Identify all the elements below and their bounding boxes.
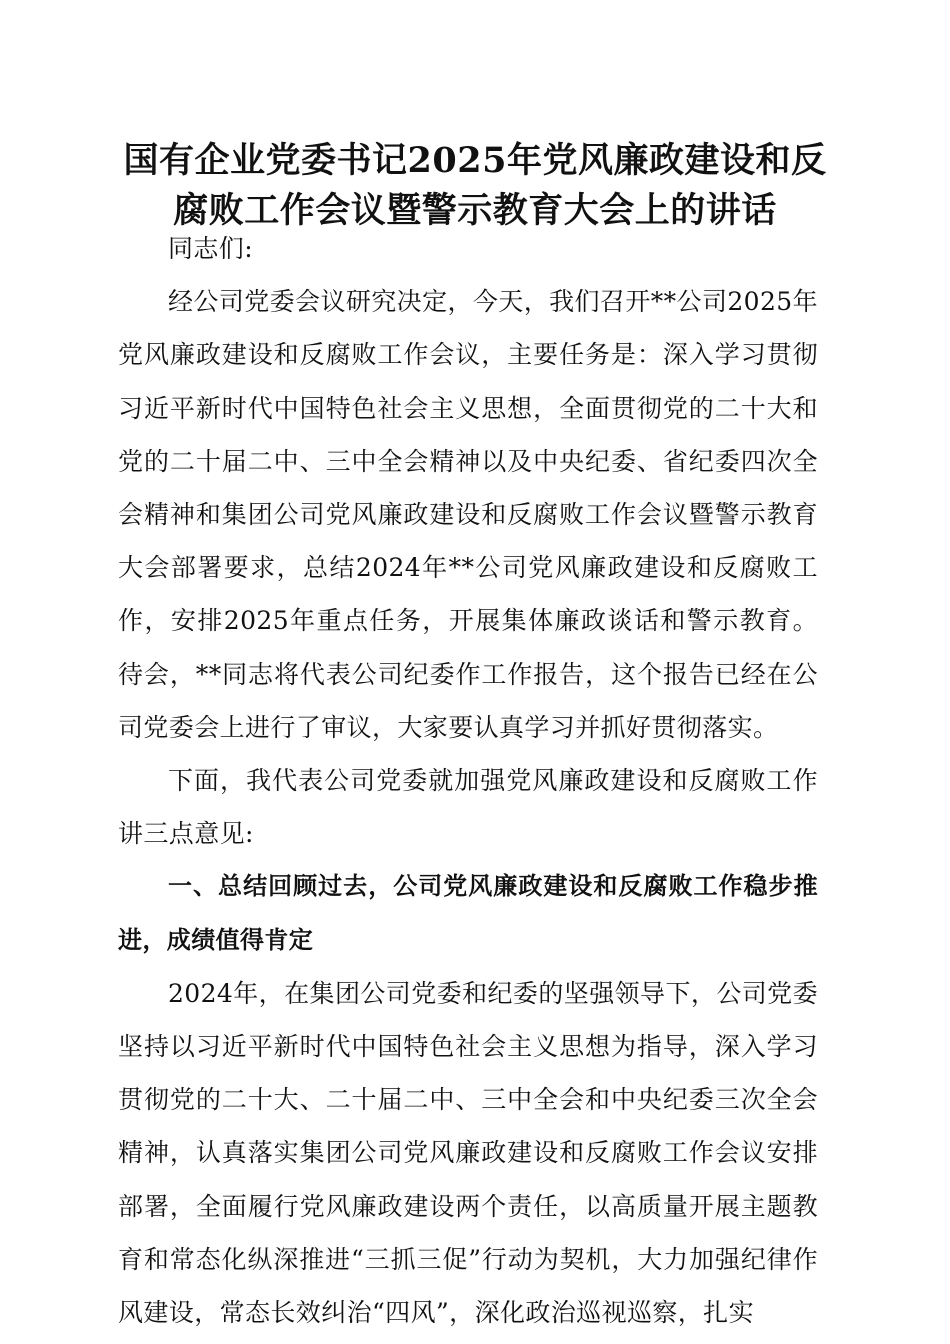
document-title: 国有企业党委书记2025年党风廉政建设和反腐败工作会议暨警示教育大会上的讲话 [123, 140, 827, 231]
section-heading-1: 一、总结回顾过去，公司党风廉政建设和反腐败工作稳步推进，成绩值得肯定 [118, 872, 818, 954]
paragraph-opinions: 下面，我代表公司党委就加强党风廉政建设和反腐败工作讲三点意见: [118, 766, 818, 849]
salutation: 同志们: [168, 234, 254, 263]
paragraph-review: 2024年，在集团公司党委和纪委的坚强领导下，公司党委坚持以习近平新时代中国特色社会主义思想为指导，深入学习贯彻党的二十大、二十届二中、三中全会和中央纪委三次全会精神，认真落实集团公司党风廉政建设和反腐败工作会议安排部署，全面履行党风廉政建设两个责任，以高质量开展主题教育和常态化纵深推进“三抓三促”行动为契机，大力加强纪律作风建设，常态长效纠治“四风”，深化政治巡视巡察，扎实 [118, 978, 818, 1328]
document-body [118, 222, 818, 1339]
paragraph-intro: 经公司党委会议研究决定，今天，我们召开**公司2025年党风廉政建设和反腐败工作会议，主要任务是：深入学习贯彻习近平新时代中国特色社会主义思想，全面贯彻党的二十大和党的二十届二中、三中全会精神以及中央纪委、省纪委四次全会精神和集团公司党风廉政建设和反腐败工作会议暨警示教育大会部署要求，总结2024年**公司党风廉政建设和反腐败工作，安排2025年重点任务，开展集体廉政谈话和警示教育。待会，**同志将代表公司纪委作工作报告，这个报告已经在公司党委会上进行了审议，大家要认真学习并抓好贯彻落实。 [118, 287, 818, 742]
